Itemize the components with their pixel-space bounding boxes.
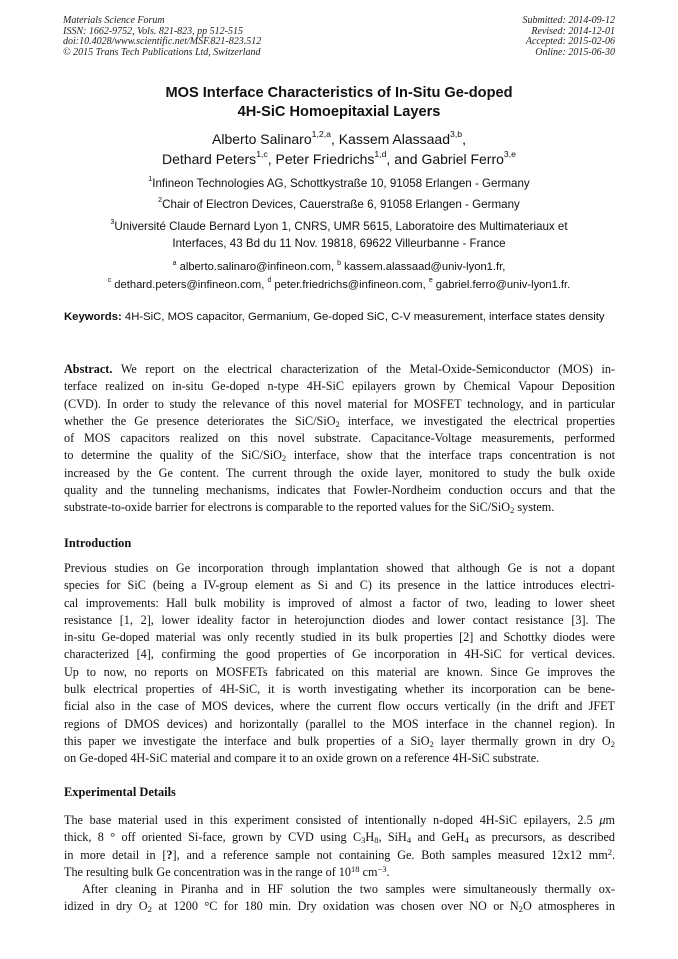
subscript: 2 [147, 904, 152, 915]
author-separator: , [330, 131, 339, 147]
author-separator: , [462, 131, 466, 147]
text-run: H [365, 830, 375, 845]
affiliation-text: Interfaces, 43 Bd du 11 Nov. 19818, 69622 Villeurbanne - France [172, 237, 506, 250]
body-line [64, 847, 615, 864]
subscript: 4 [406, 835, 412, 846]
text-run: and GeH [411, 830, 465, 845]
text-run: cm [359, 864, 378, 879]
text-run: . [611, 847, 615, 862]
text-run: this paper we investigate the interface and bulk properties of a SiO [64, 733, 430, 748]
abstract-label: Abstract. [64, 362, 113, 376]
email-letter: d [267, 277, 272, 285]
journal-header [63, 16, 261, 58]
revised-date: Revised: 2014-12-01 [531, 25, 615, 37]
abstract-line [64, 499, 615, 516]
body-line [64, 898, 615, 915]
author-name: Gabriel Ferro [421, 151, 504, 167]
text-run: system. [514, 500, 555, 515]
text-run: We report on the electrical characterization of the Metal-Oxide-Semiconductor (MOS) in- [120, 362, 615, 376]
author-separator: , and [386, 151, 422, 167]
affiliation-text: Chair of Electron Devices, Cauerstraße 6, 91058 Erlangen - Germany [162, 198, 520, 211]
email-letter: c [107, 277, 112, 285]
body-line: species for SiC (being a IV-group element as Si and C) its presence in the lattice introduces electri- [64, 578, 615, 593]
author-name: Kassem Alassaad [338, 131, 451, 147]
body-line [64, 812, 615, 829]
experimental-body [64, 812, 615, 916]
abstract-line: (CVD). In order to study the relevance of this novel material for MOSFET technology, and in particular [64, 396, 615, 411]
subscript: 2 [518, 904, 523, 915]
body-line [64, 829, 615, 846]
text-run: substrate-to-oxide barrier for electrons is comparable to the reported values for the SiC/SiO [64, 500, 511, 515]
superscript: 2 [607, 846, 612, 857]
subscript: 2 [335, 419, 340, 430]
affiliation-3 [0, 218, 678, 252]
paper-title [0, 84, 678, 122]
text-run: as precursors, as described [468, 830, 616, 845]
text-run: at 1200 °C for 180 min. Dry oxidation was chosen over NO or N [151, 899, 519, 914]
text-run: whether the Ge presence deteriorates the SiC/SiO [64, 413, 336, 428]
dates-header [523, 16, 616, 58]
body-line: characterized [4], confirming the good properties of Ge incorporation in 4H-SiC for vertical devices. [64, 647, 615, 662]
body-line: resistance [1, 2], lower ideality factor in heterojunction diodes and lower contact resistance [3]. The [64, 612, 615, 627]
text-run: layer thermally grown in dry O [433, 733, 611, 748]
email-letter: e [428, 277, 433, 285]
journal-name: Materials Science Forum [63, 15, 165, 26]
text-run: O atmospheres in [522, 899, 616, 914]
subscript: 8 [374, 835, 379, 846]
affiliation-number: 3 [110, 217, 115, 227]
subscript: 3 [361, 835, 366, 846]
author-name: Alberto Salinaro [212, 131, 312, 147]
email-letter: b [337, 259, 341, 267]
author-affil-mark: 3,e [503, 149, 516, 160]
text-run: The resulting bulk Ge concentration was in the range of 10 [64, 864, 351, 879]
text-run: thick, 8 ° off oriented Si-face, grown by CVD using C [64, 830, 362, 845]
body-line [64, 864, 615, 881]
email-list [0, 259, 678, 294]
body-line: Previous studies on Ge incorporation through implantation showed that although Ge is not a dopant [64, 561, 615, 575]
text-run: . [386, 864, 390, 879]
email-letter: a [172, 259, 177, 267]
accepted-date: Accepted: 2015-02-06 [525, 36, 615, 48]
abstract-line [64, 447, 615, 464]
text-run: interface, show that the interface traps concentration is not [286, 448, 615, 463]
email-link[interactable]: dethard.peters@infineon.com, [114, 278, 265, 291]
author-list [0, 129, 678, 169]
body-line: After cleaning in Piranha and in HF solution the two samples were simultaneously thermally ox- [82, 882, 615, 897]
text-run: in more detail in [ [64, 847, 167, 862]
text-run: , SiH [378, 830, 407, 845]
email-link[interactable]: kassem.alassaad@univ-lyon1.fr, [344, 261, 506, 273]
body-line: regions of DMOS devices) and horizontally (parallel to the MOS interface in the channel region). In [64, 716, 615, 731]
abstract [64, 361, 615, 517]
keywords-label: Keywords: [64, 311, 122, 323]
affiliation-number: 2 [158, 195, 163, 205]
abstract-line: of MOS capacitors realized on this novel substrate. Capacitance-Voltage measurements, performed [64, 431, 615, 446]
superscript: −3 [377, 864, 387, 875]
author-affil-mark: 3,b [450, 129, 463, 140]
affiliation-number: 1 [148, 174, 153, 184]
abstract-line: terface realized on in-situ Ge-doped n-type 4H-SiC epilayers grown by Chemical Vapour Deposition [64, 379, 615, 394]
affiliation-text: Université Claude Bernard Lyon 1, CNRS, UMR 5615, Laboratoire des Multimateriaux et [114, 220, 568, 233]
text-run: The base material used in this experiment consisted of intentionally n-doped 4H-SiC epilayers, 2.5 [64, 813, 600, 827]
author-affil-mark: 1,2,a [311, 129, 331, 140]
body-line: ficial also in the case of MOS devices, where the current flow occurs vertically (in the drift and JFET [64, 699, 615, 714]
abstract-line [64, 413, 615, 430]
introduction-heading: Introduction [64, 536, 132, 550]
affiliation-text: Infineon Technologies AG, Schottkystraße 10, 91058 Erlangen - Germany [152, 177, 530, 190]
author-name: Peter Friedrichs [275, 151, 375, 167]
affiliation-2 [0, 196, 678, 213]
copyright-line: © 2015 Trans Tech Publications Ltd, Switzerland [63, 46, 261, 58]
online-date: Online: 2015-06-30 [535, 46, 615, 58]
abstract-line: increased by the Ge content. The current through the oxide layer, monitored to study the bulk oxide [64, 465, 615, 480]
keywords-text: 4H-SiC, MOS capacitor, Germanium, Ge-doped SiC, C-V measurement, interface states density [124, 311, 605, 323]
text-run: idized in dry O [64, 899, 148, 914]
body-line: cal improvements: Hall bulk mobility is improved of almost a factor of two, leading to lower sheet [64, 595, 615, 610]
experimental-heading: Experimental Details [64, 785, 176, 799]
superscript: 18 [351, 864, 360, 875]
author-affil-mark: 1,c [256, 149, 268, 160]
greek-mu: μ [599, 813, 606, 827]
text-run: to determine the quality of the SiC/SiO [64, 448, 282, 463]
subscript: 2 [610, 739, 616, 750]
body-line: bulk electrical properties of 4H-SiC, it is worth investigating whether its incorporation can be bene- [64, 682, 615, 697]
text-run: interface, we investigated the electrical properties [339, 413, 616, 428]
body-line: in-situ Ge-doped material was only recently studied in its bulk properties [2] and Schottky diodes were [64, 630, 615, 645]
submitted-date: Submitted: 2014-09-12 [522, 15, 615, 26]
body-line: on Ge-doped 4H-SiC material and compare it to an oxide grown on a reference 4H-SiC substrate. [64, 751, 540, 766]
text-run: m [605, 813, 615, 827]
body-line [64, 733, 615, 750]
abstract-line [64, 361, 615, 378]
author-affil-mark: 1,d [374, 149, 387, 160]
keywords [64, 310, 614, 325]
issn-line: ISSN: 1662-9752, Vols. 821-823, pp 512-515 [63, 25, 243, 37]
missing-reference: ? [166, 847, 173, 862]
author-separator: , [267, 151, 276, 167]
author-line-1 [0, 129, 678, 149]
email-link[interactable]: alberto.salinaro@infineon.com, [179, 261, 335, 273]
title-line-2: 4H-SiC Homoepitaxial Layers [237, 104, 441, 120]
introduction-body [64, 560, 615, 768]
subscript: 2 [429, 739, 434, 750]
title-line-1: MOS Interface Characteristics of In-Situ Ge-doped [165, 85, 513, 101]
author-line-2 [0, 149, 678, 169]
body-line: Up to now, no reports on MOSFETs fabricated on this material are known. Since Ge improves the [64, 664, 615, 679]
email-link[interactable]: gabriel.ferro@univ-lyon1.fr. [435, 278, 571, 291]
subscript: 4 [464, 835, 469, 846]
subscript: 2 [510, 505, 515, 516]
subscript: 2 [281, 453, 287, 464]
abstract-line: quality and the tunneling mechanisms, indicates that Fowler-Nordheim conduction occurs and that the [64, 483, 615, 498]
email-link[interactable]: peter.friedrichs@infineon.com, [274, 278, 426, 291]
doi-line: doi:10.4028/www.scientific.net/MSF.821-823.512 [63, 36, 262, 48]
affiliation-1 [0, 175, 678, 192]
text-run: ], and a reference sample not containing Ge. Both samples measured 12x12 mm [172, 847, 608, 862]
author-name: Dethard Peters [162, 151, 257, 167]
